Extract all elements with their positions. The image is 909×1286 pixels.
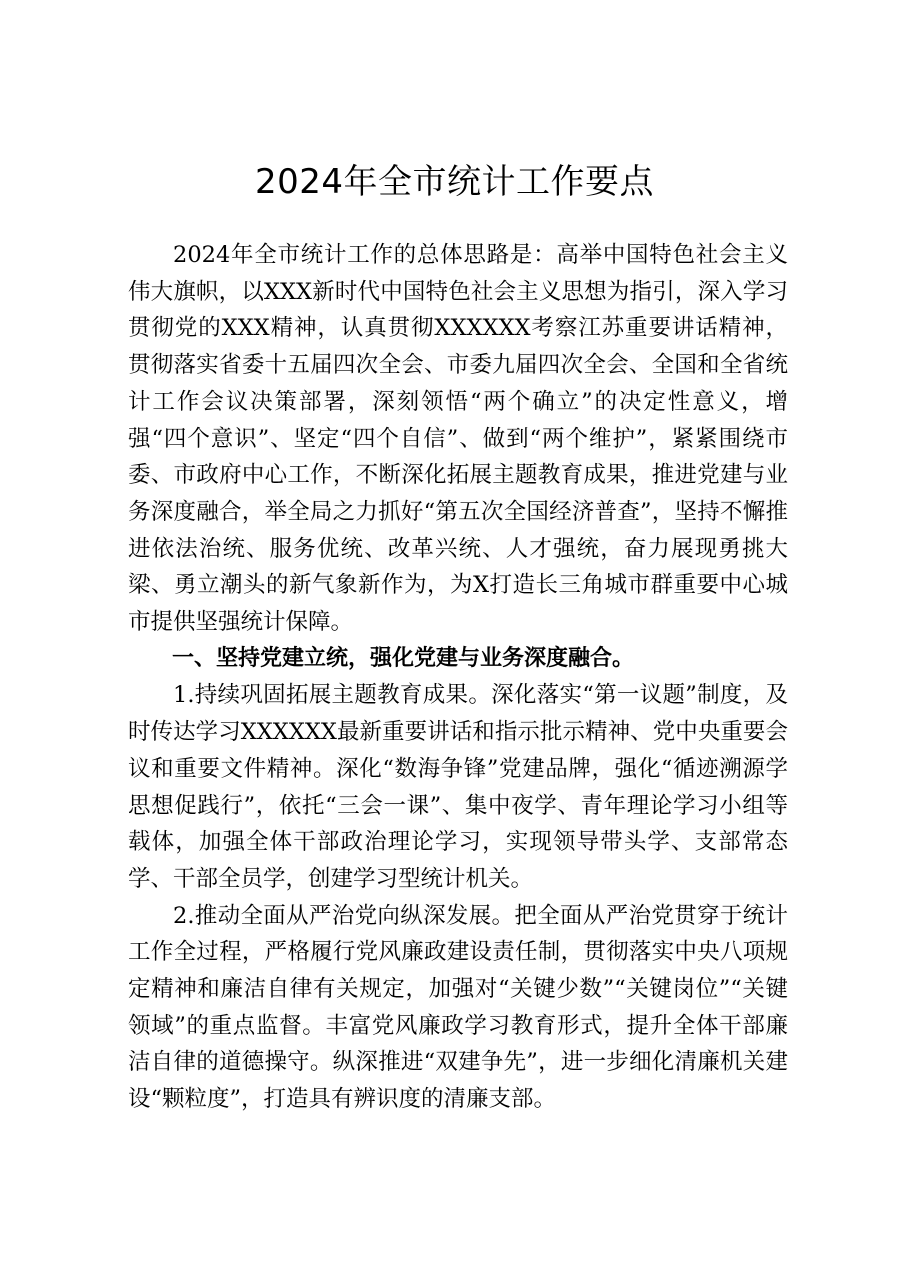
document-body (128, 237, 788, 1118)
document-title: 2024年全市统计工作要点 (254, 162, 655, 202)
intro-paragraph: 2024年全市统计工作的总体思路是：高举中国特色社会主义伟大旗帜，以XXX新时代中国特色社会主义思想为指引，深入学习贯彻党的XXX精神，认真贯彻XXXXXX考察江苏重要讲话精神，贯彻落实省委十五届四次全会、市委九届四次全会、全国和全省统计工作会议决策部署，深刻领悟“两个确立”的决定性意义，增强“四个意识”、坚定“四个自信”、做到“两个维护”，紧紧围绕市委、市政府中心工作，不断深化拓展主题教育成果，推进党建与业务深度融合，举全局之力抓好“第五次全国经济普查”，坚持不懈推进依法治统、服务优统、改革兴统、人才强统，奋力展现勇挑大梁、勇立潮头的新气象新作为，为X打造长三角城市群重要中心城市提供坚强统计保障。 (128, 242, 788, 636)
item-paragraph-1: 1.持续巩固拓展主题教育成果。深化落实“第一议题”制度，及时传达学习XXXXXX最新重要讲话和指示批示精神、党中央重要会议和重要文件精神。深化“数海争锋”党建品牌，强化“循迹溯源学思想促践行”，依托“三会一课”、集中夜学、青年理论学习小组等载体，加强全体干部政治理论学习，实现领导带头学、支部常态学、干部全员学，创建学习型统计机关。 (128, 682, 788, 892)
section-heading-1: 一、坚持党建立统，强化党建与业务深度融合。 (172, 645, 635, 671)
item-paragraph-2: 2.推动全面从严治党向纵深发展。把全面从严治党贯穿于统计工作全过程，严格履行党风廉政建设责任制，贯彻落实中央八项规定精神和廉洁自律有关规定，加强对“关键少数”“关键岗位”“关键领域”的重点监督。丰富党风廉政学习教育形式，提升全体干部廉洁自律的道德操守。纵深推进“双建争先”，进一步细化清廉机关建设“颗粒度”，打造具有辨识度的清廉支部。 (128, 902, 788, 1113)
